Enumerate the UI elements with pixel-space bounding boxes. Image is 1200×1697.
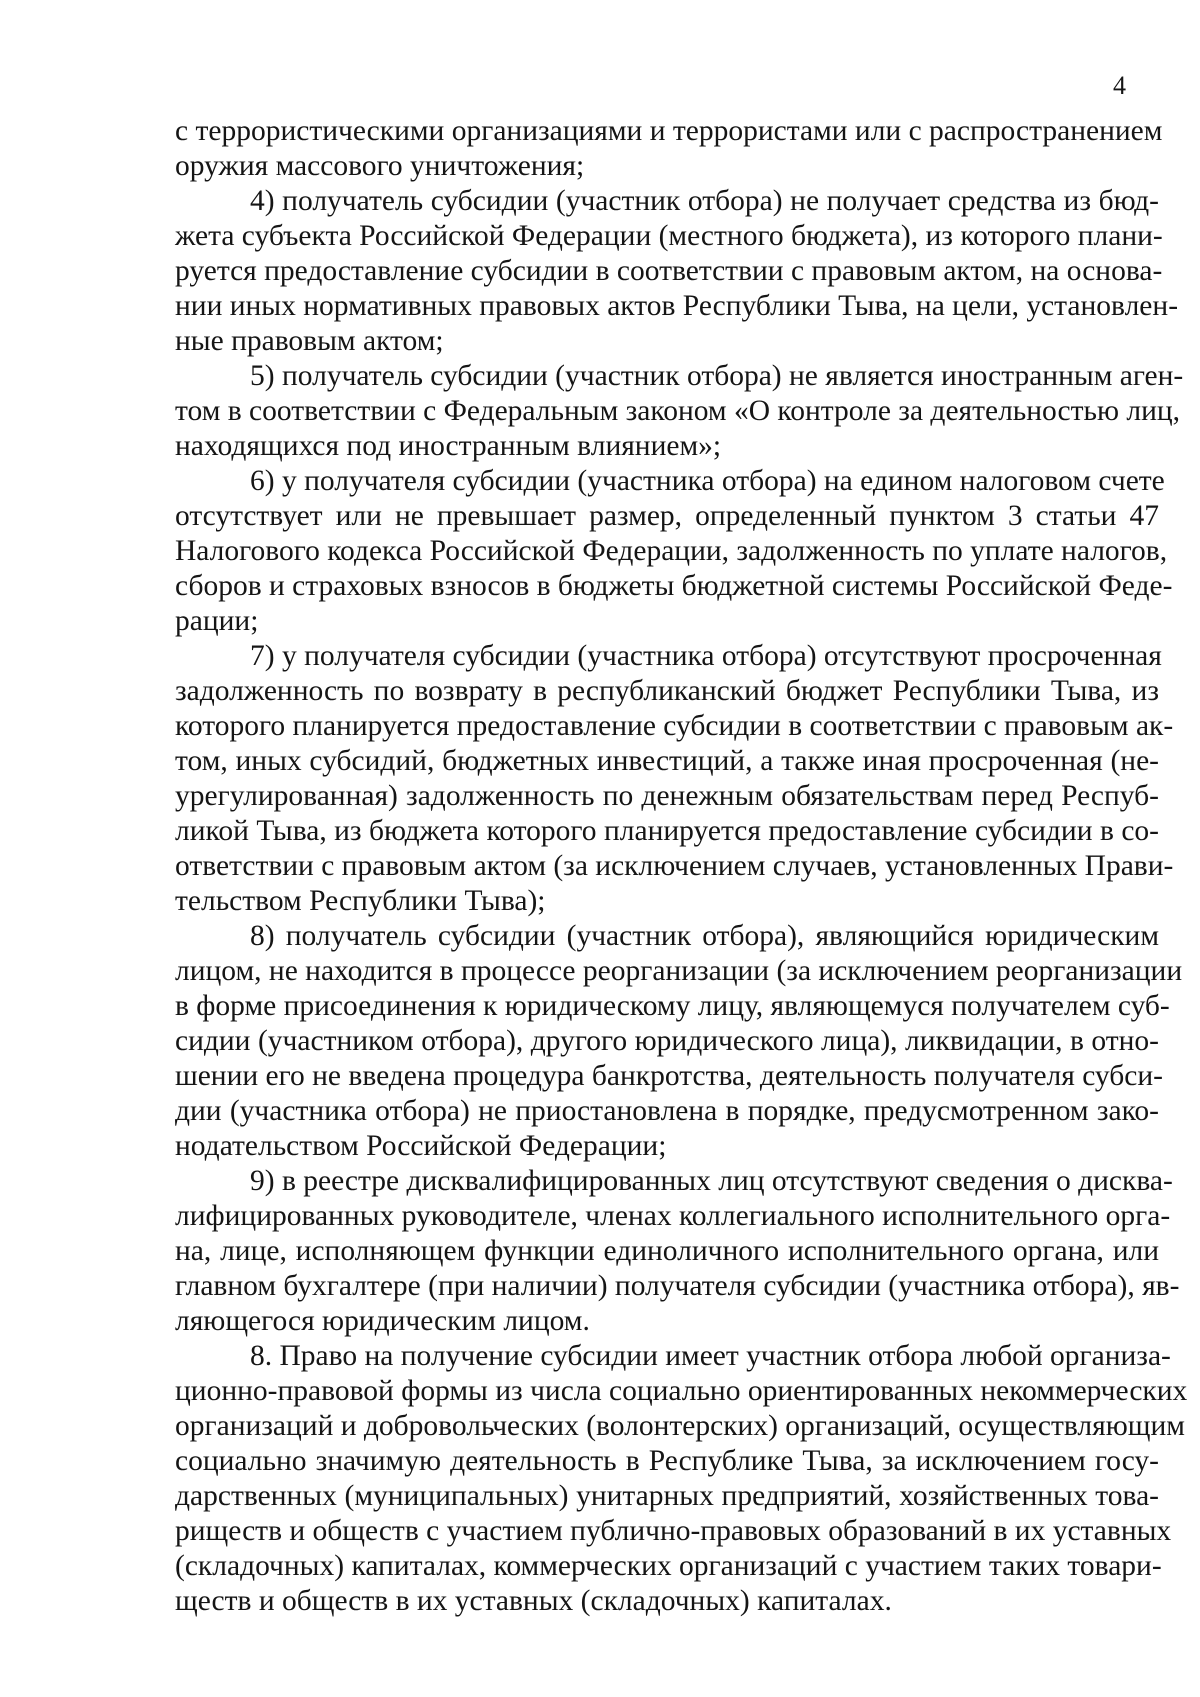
paragraph xyxy=(175,464,1173,639)
text-line: дии (участника отбора) не приостановлена в порядке, предусмотренном зако- xyxy=(175,1095,1159,1127)
paragraph xyxy=(175,1164,1180,1339)
text-line: лифицированных руководителе, членах коллегиального исполнительного орга- xyxy=(175,1200,1171,1232)
paragraph xyxy=(175,114,1163,184)
text-line: ционно-правовой формы из числа социально ориентированных некоммерческих xyxy=(175,1375,1188,1407)
text-line: том, иных субсидий, бюджетных инвестиций, а также иная просроченная (не- xyxy=(175,745,1159,777)
text-line: ществ и обществ в их уставных (складочных) капиталах. xyxy=(175,1585,892,1617)
text-line: том в соответствии с Федеральным законом «О контроле за деятельностью лиц, xyxy=(175,395,1181,427)
paragraph xyxy=(175,639,1174,919)
text-line: тельством Республики Тыва); xyxy=(175,885,546,917)
text-line: отсутствует или не превышает размер, определенный пунктом 3 статьи 47 xyxy=(175,500,1159,532)
text-line: главном бухгалтере (при наличии) получателя субсидии (участника отбора), яв- xyxy=(175,1270,1180,1302)
document-body xyxy=(175,114,1188,1619)
text-line: с террористическими организациями и террористами или с распространением xyxy=(175,115,1163,147)
text-line: 9) в реестре дисквалифицированных лиц отсутствуют сведения о дисква- xyxy=(250,1165,1173,1197)
text-line: (складочных) капиталах, коммерческих организаций с участием таких товари- xyxy=(175,1550,1162,1582)
text-line: рации; xyxy=(175,605,259,637)
text-line: 7) у получателя субсидии (участника отбора) отсутствуют просроченная xyxy=(250,640,1162,672)
text-line: Налогового кодекса Российской Федерации, задолженность по уплате налогов, xyxy=(175,535,1168,567)
text-line: оружия массового уничтожения; xyxy=(175,150,585,182)
paragraph xyxy=(175,919,1183,1164)
page-number: 4 xyxy=(1113,71,1126,100)
paragraph xyxy=(175,1339,1188,1619)
text-line: задолженность по возврату в республиканский бюджет Республики Тыва, из xyxy=(175,675,1159,707)
text-line: ответствии с правовым актом (за исключением случаев, установленных Прави- xyxy=(175,850,1174,882)
text-line: в форме присоединения к юридическому лицу, являющемуся получателем суб- xyxy=(175,990,1170,1022)
paragraph xyxy=(175,184,1179,359)
text-line: на, лице, исполняющем функции единоличного исполнительного органа, или xyxy=(175,1235,1159,1267)
text-line: дарственных (муниципальных) унитарных предприятий, хозяйственных това- xyxy=(175,1480,1159,1512)
text-line: социально значимую деятельность в Республике Тыва, за исключением госу- xyxy=(175,1445,1159,1477)
text-line: сборов и страховых взносов в бюджеты бюджетной системы Российской Феде- xyxy=(175,570,1173,602)
text-line: сидии (участником отбора), другого юридического лица), ликвидации, в отно- xyxy=(175,1025,1159,1057)
text-line: находящихся под иностранным влиянием»; xyxy=(175,430,722,462)
text-line: 8) получатель субсидии (участник отбора), являющийся юридическим xyxy=(250,920,1159,952)
text-line: 8. Право на получение субсидии имеет участник отбора любой организа- xyxy=(250,1340,1171,1372)
paragraph xyxy=(175,359,1184,464)
text-line: 5) получатель субсидии (участник отбора) не является иностранным аген- xyxy=(250,360,1184,392)
text-line: жета субъекта Российской Федерации (местного бюджета), из которого плани- xyxy=(175,220,1163,252)
text-line: нии иных нормативных правовых актов Республики Тыва, на цели, установлен- xyxy=(175,290,1179,322)
text-line: урегулированная) задолженность по денежным обязательствам перед Респуб- xyxy=(175,780,1159,812)
text-line: 4) получатель субсидии (участник отбора) не получает средства из бюд- xyxy=(250,185,1159,217)
text-line: руется предоставление субсидии в соответствии с правовым актом, на основа- xyxy=(175,255,1163,287)
text-line: организаций и добровольческих (волонтерских) организаций, осуществляющим xyxy=(175,1410,1185,1442)
text-line: риществ и обществ с участием публично-правовых образований в их уставных xyxy=(175,1515,1172,1547)
text-line: 6) у получателя субсидии (участника отбора) на едином налоговом счете xyxy=(250,465,1165,497)
text-line: ные правовым актом; xyxy=(175,325,444,357)
text-line: ликой Тыва, из бюджета которого планируется предоставление субсидии в со- xyxy=(175,815,1159,847)
text-line: лицом, не находится в процессе реорганизации (за исключением реорганизации xyxy=(175,955,1183,987)
text-line: шении его не введена процедура банкротства, деятельность получателя субси- xyxy=(175,1060,1163,1092)
text-line: нодательством Российской Федерации; xyxy=(175,1130,667,1162)
text-line: которого планируется предоставление субсидии в соответствии с правовым ак- xyxy=(175,710,1174,742)
text-line: ляющегося юридическим лицом. xyxy=(175,1305,590,1337)
